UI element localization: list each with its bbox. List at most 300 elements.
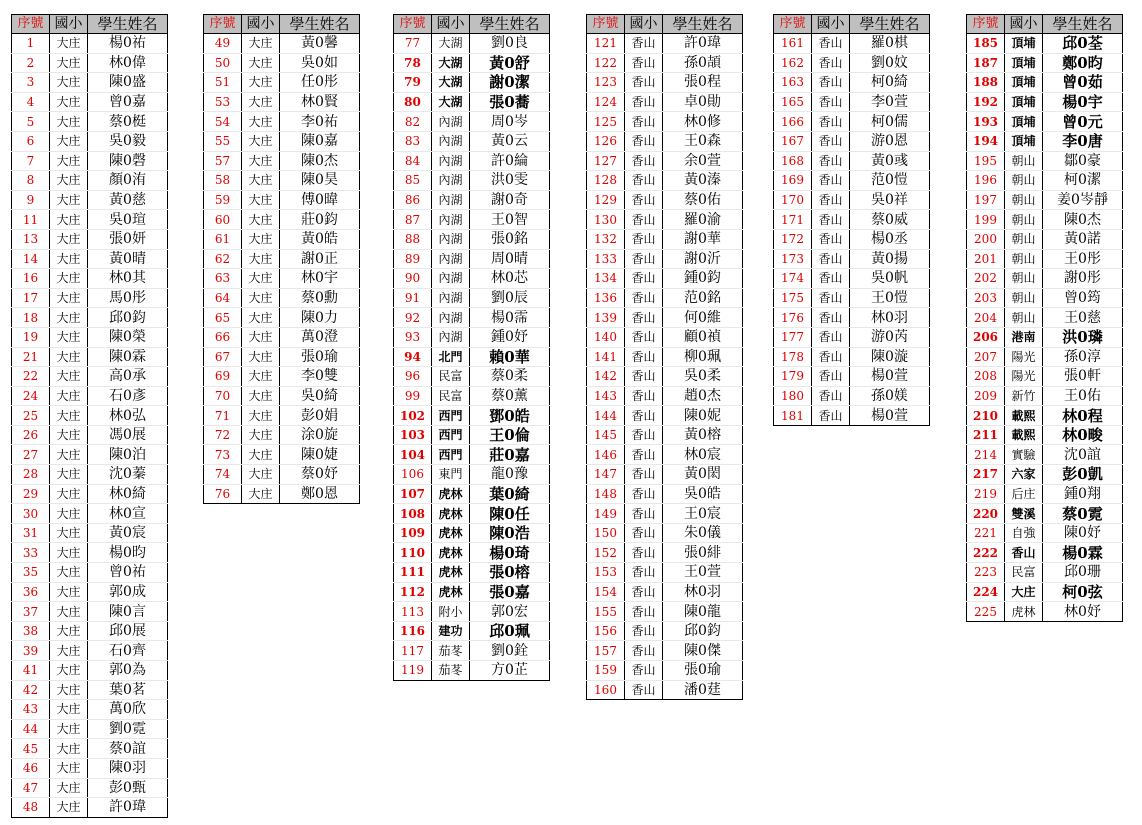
table-row — [587, 406, 743, 426]
student-name-cell: 郭0成 — [88, 582, 168, 602]
school-cell: 香山 — [625, 112, 663, 132]
header-name: 學生姓名 — [88, 15, 168, 34]
table-row — [12, 582, 168, 602]
school-cell: 內湖 — [432, 249, 470, 269]
table-row — [204, 229, 360, 249]
student-name-cell: 陳0浩 — [470, 523, 550, 543]
header-name: 學生姓名 — [470, 15, 550, 34]
student-name-cell: 楊0宇 — [1043, 92, 1123, 112]
table-row — [12, 739, 168, 759]
seq-cell: 209 — [967, 386, 1005, 406]
student-name-cell: 林0芯 — [470, 269, 550, 289]
school-cell: 大庄 — [242, 171, 280, 191]
seq-cell: 140 — [587, 327, 625, 347]
school-cell: 大庄 — [50, 249, 88, 269]
table-row — [967, 269, 1123, 289]
school-cell: 香山 — [625, 53, 663, 73]
student-name-cell: 吳0祥 — [850, 190, 930, 210]
table-row — [12, 798, 168, 818]
student-name-cell: 謝0正 — [280, 249, 360, 269]
school-cell: 大庄 — [50, 288, 88, 308]
seq-cell: 89 — [394, 249, 432, 269]
seq-cell: 162 — [774, 53, 812, 73]
seq-cell: 14 — [12, 249, 50, 269]
school-cell: 大庄 — [50, 504, 88, 524]
table-row — [587, 269, 743, 289]
student-name-cell: 吳0綺 — [280, 386, 360, 406]
student-name-cell: 何0維 — [663, 308, 743, 328]
student-name-cell: 李0祐 — [280, 112, 360, 132]
seq-cell: 18 — [12, 308, 50, 328]
table-row — [204, 131, 360, 151]
student-name-cell: 卓0勛 — [663, 92, 743, 112]
student-name-cell: 王0智 — [470, 210, 550, 230]
student-name-cell: 陳0羽 — [88, 758, 168, 778]
seq-cell: 60 — [204, 210, 242, 230]
seq-cell: 193 — [967, 112, 1005, 132]
student-name-cell: 王0慈 — [1043, 308, 1123, 328]
school-cell: 大庄 — [50, 229, 88, 249]
table-row — [587, 34, 743, 54]
seq-cell: 92 — [394, 308, 432, 328]
seq-cell: 69 — [204, 367, 242, 387]
student-name-cell: 林0宣 — [88, 504, 168, 524]
school-cell: 大庄 — [50, 327, 88, 347]
seq-cell: 201 — [967, 249, 1005, 269]
student-name-cell: 黃0宸 — [88, 523, 168, 543]
seq-cell: 174 — [774, 269, 812, 289]
student-name-cell: 陳0盛 — [88, 73, 168, 93]
school-cell: 大庄 — [242, 386, 280, 406]
seq-cell: 53 — [204, 92, 242, 112]
school-cell: 茄苳 — [432, 641, 470, 661]
student-name-cell: 陳0昊 — [280, 171, 360, 191]
student-name-cell: 萬0澄 — [280, 327, 360, 347]
table-row — [12, 778, 168, 798]
table-row — [204, 425, 360, 445]
table-row — [967, 308, 1123, 328]
seq-cell: 194 — [967, 131, 1005, 151]
school-cell: 香山 — [625, 269, 663, 289]
table-row — [967, 465, 1123, 485]
table-row — [587, 190, 743, 210]
school-cell: 大庄 — [50, 563, 88, 583]
table-row — [204, 484, 360, 504]
student-name-cell: 黃0云 — [470, 131, 550, 151]
student-name-cell: 陳0嘉 — [280, 131, 360, 151]
school-cell: 內湖 — [432, 151, 470, 171]
student-name-cell: 邱0鈞 — [88, 308, 168, 328]
seq-cell: 4 — [12, 92, 50, 112]
table-row — [12, 210, 168, 230]
school-cell: 大庄 — [50, 719, 88, 739]
school-cell: 頂埔 — [1005, 112, 1043, 132]
seq-cell: 85 — [394, 171, 432, 191]
table-row — [394, 367, 550, 387]
school-cell: 大庄 — [50, 269, 88, 289]
student-name-cell: 柯0潔 — [1043, 171, 1123, 191]
school-cell: 大庄 — [242, 151, 280, 171]
table-row — [12, 92, 168, 112]
school-cell: 朝山 — [1005, 151, 1043, 171]
school-cell: 大庄 — [242, 34, 280, 54]
school-cell: 香山 — [625, 347, 663, 367]
seq-cell: 7 — [12, 151, 50, 171]
seq-cell: 168 — [774, 151, 812, 171]
student-name-cell: 黃0溱 — [663, 171, 743, 191]
table-row — [967, 406, 1123, 426]
school-cell: 頂埔 — [1005, 73, 1043, 93]
seq-cell: 143 — [587, 386, 625, 406]
school-cell: 香山 — [812, 406, 850, 426]
student-name-cell: 陳0泊 — [88, 445, 168, 465]
seq-cell: 13 — [12, 229, 50, 249]
school-cell: 香山 — [812, 367, 850, 387]
student-name-cell: 陳0妤 — [1043, 523, 1123, 543]
school-cell: 朝山 — [1005, 269, 1043, 289]
seq-cell: 71 — [204, 406, 242, 426]
seq-cell: 153 — [587, 563, 625, 583]
school-cell: 朝山 — [1005, 171, 1043, 191]
table-row — [587, 582, 743, 602]
seq-cell: 39 — [12, 641, 50, 661]
table-row — [12, 602, 168, 622]
seq-cell: 84 — [394, 151, 432, 171]
student-name-cell: 謝0彤 — [1043, 269, 1123, 289]
table-row — [774, 406, 930, 426]
student-name-cell: 林0羽 — [850, 308, 930, 328]
school-cell: 大庄 — [50, 112, 88, 132]
student-name-cell: 陳0妮 — [663, 406, 743, 426]
school-cell: 民富 — [432, 367, 470, 387]
school-cell: 大湖 — [432, 92, 470, 112]
header-school: 國小 — [432, 15, 470, 34]
school-cell: 大庄 — [242, 210, 280, 230]
school-cell: 附小 — [432, 602, 470, 622]
student-name-cell: 楊0祐 — [88, 34, 168, 54]
header-row — [774, 15, 930, 34]
table-row — [967, 131, 1123, 151]
seq-cell: 80 — [394, 92, 432, 112]
seq-cell: 224 — [967, 582, 1005, 602]
seq-cell: 150 — [587, 523, 625, 543]
seq-cell: 196 — [967, 171, 1005, 191]
school-cell: 大庄 — [50, 758, 88, 778]
student-name-cell: 邱0鈞 — [663, 621, 743, 641]
student-name-cell: 莊0鈞 — [280, 210, 360, 230]
school-cell: 香山 — [812, 347, 850, 367]
student-name-cell: 沈0誼 — [1043, 445, 1123, 465]
school-cell: 香山 — [625, 386, 663, 406]
table-row — [587, 308, 743, 328]
student-name-cell: 張0榕 — [470, 563, 550, 583]
student-name-cell: 龍0豫 — [470, 465, 550, 485]
school-cell: 香山 — [812, 171, 850, 191]
seq-cell: 24 — [12, 386, 50, 406]
table-row — [967, 249, 1123, 269]
table-row — [394, 171, 550, 191]
seq-cell: 26 — [12, 425, 50, 445]
student-name-cell: 王0森 — [663, 131, 743, 151]
seq-cell: 67 — [204, 347, 242, 367]
table-row — [587, 347, 743, 367]
header-seq: 序號 — [587, 15, 625, 34]
school-cell: 內湖 — [432, 210, 470, 230]
table-row — [774, 308, 930, 328]
header-seq: 序號 — [774, 15, 812, 34]
student-name-cell: 陳0杰 — [1043, 210, 1123, 230]
student-name-cell: 陳0傑 — [663, 641, 743, 661]
table-row — [12, 229, 168, 249]
table-row — [967, 229, 1123, 249]
table-row — [774, 367, 930, 387]
student-name-cell: 林0宇 — [280, 269, 360, 289]
roster-table-6 — [966, 14, 1123, 622]
seq-cell: 117 — [394, 641, 432, 661]
header-row — [394, 15, 550, 34]
school-cell: 大庄 — [50, 484, 88, 504]
school-cell: 大庄 — [50, 210, 88, 230]
roster-table-3 — [393, 14, 550, 681]
table-row — [774, 347, 930, 367]
table-row — [204, 92, 360, 112]
school-cell: 大湖 — [432, 73, 470, 93]
student-name-cell: 張0程 — [663, 73, 743, 93]
seq-cell: 50 — [204, 53, 242, 73]
header-name: 學生姓名 — [280, 15, 360, 34]
seq-cell: 169 — [774, 171, 812, 191]
table-row — [587, 543, 743, 563]
student-name-cell: 謝0奇 — [470, 190, 550, 210]
student-name-cell: 潘0莛 — [663, 680, 743, 700]
school-cell: 實驗 — [1005, 445, 1043, 465]
student-name-cell: 曾0祐 — [88, 563, 168, 583]
table-row — [967, 484, 1123, 504]
table-row — [394, 406, 550, 426]
seq-cell: 76 — [204, 484, 242, 504]
seq-cell: 111 — [394, 563, 432, 583]
table-row — [587, 621, 743, 641]
table-row — [587, 504, 743, 524]
table-row — [774, 73, 930, 93]
table-row — [204, 367, 360, 387]
table-row — [587, 53, 743, 73]
school-cell: 大庄 — [50, 778, 88, 798]
header-seq: 序號 — [394, 15, 432, 34]
school-cell: 大庄 — [242, 190, 280, 210]
roster-table-5 — [773, 14, 930, 426]
seq-cell: 94 — [394, 347, 432, 367]
table-row — [394, 327, 550, 347]
student-name-cell: 羅0渝 — [663, 210, 743, 230]
student-name-cell: 劉0妏 — [850, 53, 930, 73]
school-cell: 虎林 — [432, 543, 470, 563]
seq-cell: 195 — [967, 151, 1005, 171]
school-cell: 香山 — [625, 210, 663, 230]
school-cell: 新竹 — [1005, 386, 1043, 406]
school-cell: 茄苳 — [432, 661, 470, 681]
student-name-cell: 葉0綺 — [470, 484, 550, 504]
table-row — [394, 229, 550, 249]
table-row — [394, 504, 550, 524]
seq-cell: 175 — [774, 288, 812, 308]
seq-cell: 160 — [587, 680, 625, 700]
table-row — [394, 249, 550, 269]
table-row — [394, 602, 550, 622]
seq-cell: 28 — [12, 465, 50, 485]
table-row — [967, 347, 1123, 367]
roster-table-4 — [586, 14, 743, 700]
school-cell: 陽光 — [1005, 367, 1043, 387]
student-name-cell: 柳0珮 — [663, 347, 743, 367]
school-cell: 香山 — [625, 327, 663, 347]
table-row — [394, 131, 550, 151]
seq-cell: 6 — [12, 131, 50, 151]
school-cell: 朝山 — [1005, 210, 1043, 230]
table-row — [774, 34, 930, 54]
table-row — [774, 327, 930, 347]
table-row — [12, 543, 168, 563]
seq-cell: 167 — [774, 131, 812, 151]
table-row — [394, 543, 550, 563]
student-name-cell: 李0雙 — [280, 367, 360, 387]
table-row — [12, 406, 168, 426]
seq-cell: 136 — [587, 288, 625, 308]
seq-cell: 188 — [967, 73, 1005, 93]
student-name-cell: 姜0岑靜 — [1043, 190, 1123, 210]
header-name: 學生姓名 — [663, 15, 743, 34]
table-row — [12, 171, 168, 191]
student-name-cell: 黃0諾 — [1043, 229, 1123, 249]
seq-cell: 51 — [204, 73, 242, 93]
table-row — [967, 445, 1123, 465]
student-name-cell: 石0齊 — [88, 641, 168, 661]
seq-cell: 206 — [967, 327, 1005, 347]
seq-cell: 93 — [394, 327, 432, 347]
school-cell: 香山 — [625, 661, 663, 681]
seq-cell: 130 — [587, 210, 625, 230]
seq-cell: 57 — [204, 151, 242, 171]
student-name-cell: 吳0皓 — [663, 484, 743, 504]
table-row — [967, 151, 1123, 171]
seq-cell: 207 — [967, 347, 1005, 367]
school-cell: 虎林 — [432, 523, 470, 543]
table-row — [774, 131, 930, 151]
school-cell: 香山 — [812, 190, 850, 210]
school-cell: 香山 — [625, 602, 663, 622]
student-name-cell: 楊0霈 — [470, 308, 550, 328]
header-school: 國小 — [812, 15, 850, 34]
school-cell: 大庄 — [50, 131, 88, 151]
table-row — [394, 347, 550, 367]
school-cell: 香山 — [812, 288, 850, 308]
student-name-cell: 任0彤 — [280, 73, 360, 93]
seq-cell: 62 — [204, 249, 242, 269]
school-cell: 大庄 — [242, 327, 280, 347]
school-cell: 虎林 — [432, 484, 470, 504]
seq-cell: 11 — [12, 210, 50, 230]
seq-cell: 144 — [587, 406, 625, 426]
school-cell: 香山 — [625, 484, 663, 504]
student-name-cell: 林0妤 — [1043, 602, 1123, 622]
school-cell: 虎林 — [432, 582, 470, 602]
student-name-cell: 孫0媄 — [850, 386, 930, 406]
header-school: 國小 — [50, 15, 88, 34]
seq-cell: 110 — [394, 543, 432, 563]
seq-cell: 222 — [967, 543, 1005, 563]
student-name-cell: 邱0展 — [88, 621, 168, 641]
student-name-cell: 黃0彧 — [850, 151, 930, 171]
student-name-cell: 游0恩 — [850, 131, 930, 151]
table-row — [204, 73, 360, 93]
student-name-cell: 邱0珮 — [470, 621, 550, 641]
table-row — [587, 151, 743, 171]
seq-cell: 154 — [587, 582, 625, 602]
seq-cell: 200 — [967, 229, 1005, 249]
table-row — [12, 758, 168, 778]
seq-cell: 77 — [394, 34, 432, 54]
student-name-cell: 張0嘉 — [470, 582, 550, 602]
table-row — [394, 288, 550, 308]
table-row — [394, 523, 550, 543]
student-name-cell: 曾0元 — [1043, 112, 1123, 132]
table-row — [394, 465, 550, 485]
school-cell: 大庄 — [50, 367, 88, 387]
seq-cell: 202 — [967, 269, 1005, 289]
school-cell: 港南 — [1005, 327, 1043, 347]
school-cell: 大庄 — [50, 641, 88, 661]
student-name-cell: 彭0凱 — [1043, 465, 1123, 485]
table-row — [587, 367, 743, 387]
school-cell: 大庄 — [50, 582, 88, 602]
student-name-cell: 涂0旋 — [280, 425, 360, 445]
student-name-cell: 曾0嘉 — [88, 92, 168, 112]
seq-cell: 148 — [587, 484, 625, 504]
student-name-cell: 王0宸 — [663, 504, 743, 524]
table-row — [12, 151, 168, 171]
table-row — [204, 210, 360, 230]
table-row — [12, 327, 168, 347]
student-name-cell: 吳0如 — [280, 53, 360, 73]
student-name-cell: 鄭0昀 — [1043, 53, 1123, 73]
table-row — [204, 327, 360, 347]
table-row — [774, 229, 930, 249]
school-cell: 朝山 — [1005, 288, 1043, 308]
school-cell: 頂埔 — [1005, 53, 1043, 73]
school-cell: 雙溪 — [1005, 504, 1043, 524]
student-name-cell: 王0倫 — [470, 425, 550, 445]
table-row — [12, 288, 168, 308]
school-cell: 大庄 — [50, 621, 88, 641]
school-cell: 香山 — [625, 131, 663, 151]
header-school: 國小 — [242, 15, 280, 34]
seq-cell: 223 — [967, 563, 1005, 583]
school-cell: 大庄 — [50, 308, 88, 328]
school-cell: 北門 — [432, 347, 470, 367]
school-cell: 西門 — [432, 425, 470, 445]
school-cell: 大庄 — [50, 739, 88, 759]
student-name-cell: 張0蕎 — [470, 92, 550, 112]
school-cell: 大庄 — [50, 406, 88, 426]
school-cell: 大庄 — [50, 151, 88, 171]
seq-cell: 125 — [587, 112, 625, 132]
school-cell: 大庄 — [242, 425, 280, 445]
student-name-cell: 陳0漩 — [850, 347, 930, 367]
student-name-cell: 郭0宏 — [470, 602, 550, 622]
seq-cell: 49 — [204, 34, 242, 54]
student-name-cell: 李0唐 — [1043, 131, 1123, 151]
table-row — [12, 249, 168, 269]
